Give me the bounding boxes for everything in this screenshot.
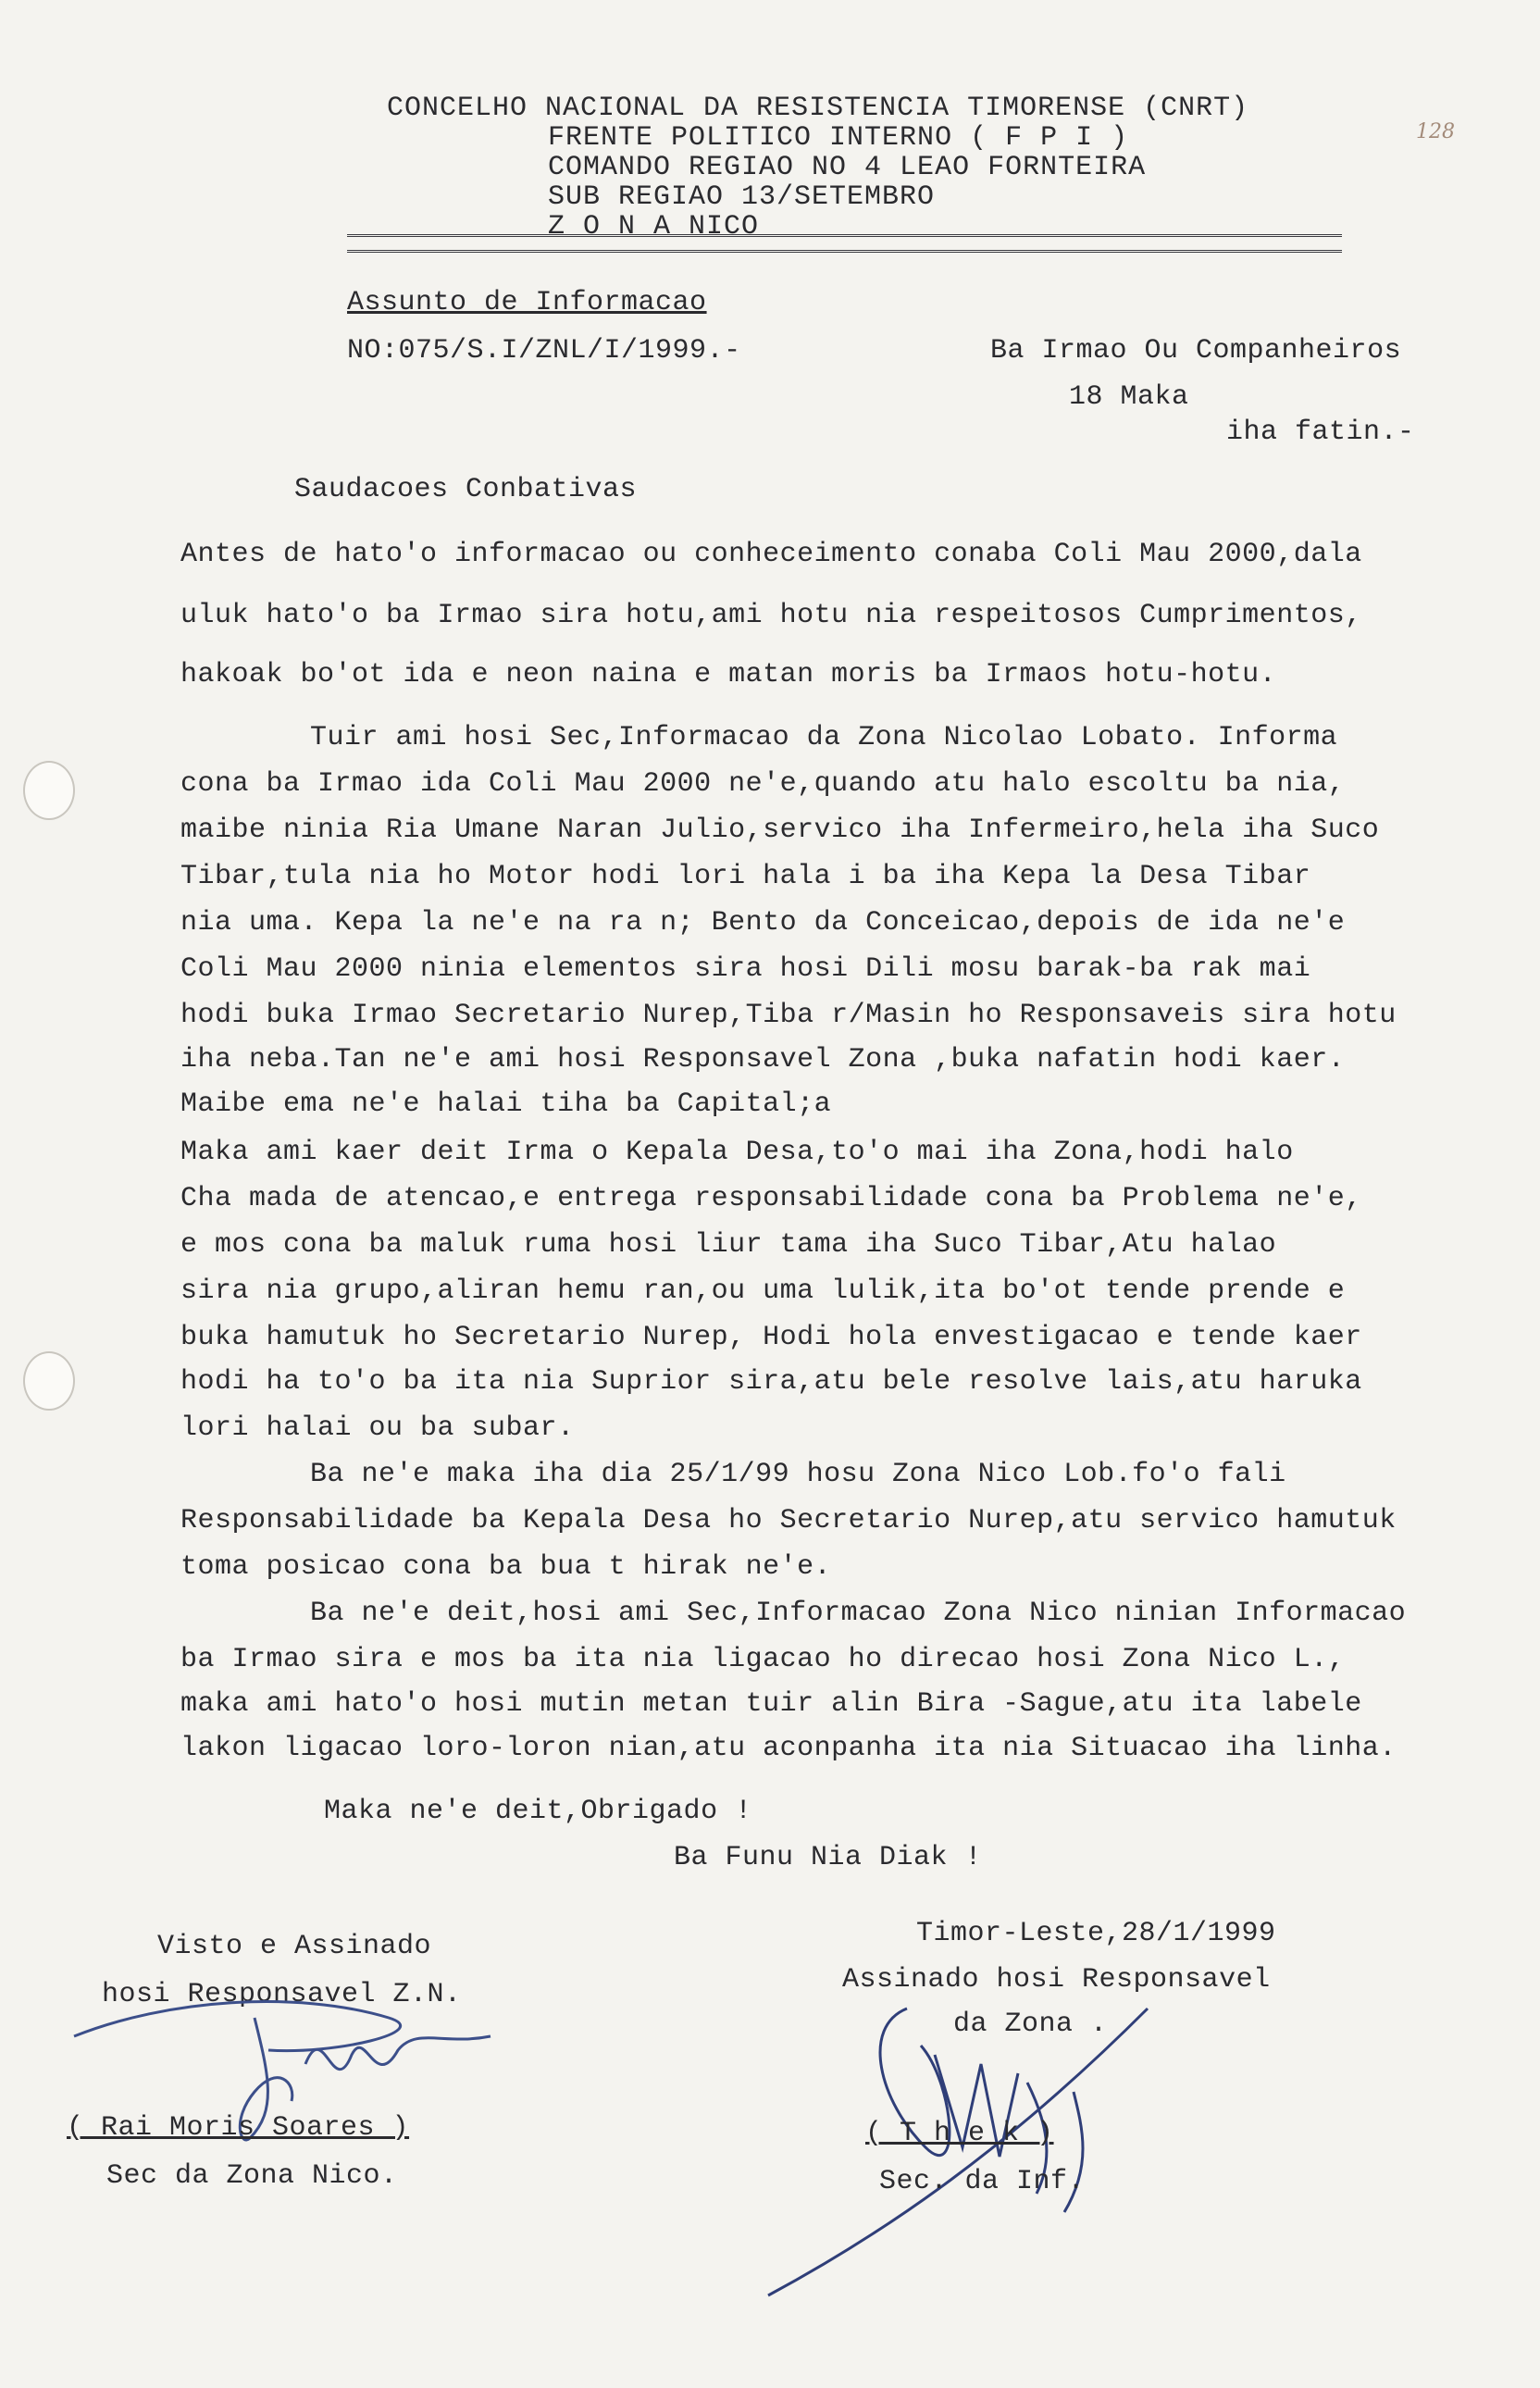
body-line: Maka ami kaer deit Irma o Kepala Desa,to'o mai iha Zona,hodi halo: [180, 1137, 1294, 1168]
body-line: nia uma. Kepa la ne'e na ra n; Bento da Conceicao,depois de ida ne'e: [180, 907, 1346, 939]
body-line: maka ami hato'o hosi mutin metan tuir alin Bira -Sague,atu ita labele: [180, 1688, 1362, 1720]
body-line: iha neba.Tan ne'e ami hosi Responsavel Zona ,buka nafatin hodi kaer.: [180, 1044, 1346, 1076]
body-line: lakon ligacao loro-loron nian,atu aconpanha ita nia Situacao iha linha.: [180, 1733, 1397, 1764]
header-line-5: Z O N A NICO: [548, 211, 760, 243]
right-sig-line-1: Assinado hosi Responsavel: [842, 1964, 1271, 1996]
body-line: Tibar,tula nia ho Motor hodi lori hala i ba iha Kepa la Desa Tibar: [180, 861, 1311, 892]
body-line: Responsabilidade ba Kepala Desa ho Secretario Nurep,atu servico hamutuk: [180, 1505, 1397, 1536]
body-line: sira nia grupo,aliran hemu ran,ou uma lulik,ita bo'ot tende prende e: [180, 1275, 1346, 1307]
header-line-1: CONCELHO NACIONAL DA RESISTENCIA TIMORENSE (CNRT): [387, 93, 1249, 124]
recipient-line-2: 18 Maka: [1069, 381, 1189, 413]
body-line: Tuir ami hosi Sec,Informacao da Zona Nicolao Lobato. Informa: [310, 722, 1338, 753]
subject-title: Assunto de Informacao: [347, 287, 707, 318]
body-line: Coli Mau 2000 ninia elementos sira hosi Dili mosu barak-ba rak mai: [180, 953, 1311, 985]
right-sig-line-2: da Zona .: [953, 2009, 1108, 2040]
body-line: hodi ha to'o ba ita nia Suprior sira,atu bele resolve lais,atu haruka: [180, 1366, 1362, 1398]
body-line: Ba ne'e maka iha dia 25/1/99 hosu Zona Nico Lob.fo'o fali: [310, 1459, 1286, 1490]
punch-hole-top: [23, 761, 75, 820]
body-line: Maka ne'e deit,Obrigado !: [324, 1796, 752, 1827]
body-line: hakoak bo'ot ida e neon naina e matan moris ba Irmaos hotu-hotu.: [180, 659, 1277, 690]
body-line: uluk hato'o ba Irmao sira hotu,ami hotu nia respeitosos Cumprimentos,: [180, 600, 1362, 631]
left-sig-role: Sec da Zona Nico.: [106, 2160, 398, 2192]
greeting: Saudacoes Conbativas: [294, 474, 638, 505]
pencil-page-number: 128: [1416, 120, 1455, 143]
header-line-4: SUB REGIAO 13/SETEMBRO: [548, 181, 936, 213]
punch-hole-bottom: [23, 1351, 75, 1411]
recipient-line-1: Ba Irmao Ou Companheiros: [990, 335, 1402, 367]
left-sig-name: ( Rai Moris Soares ): [67, 2112, 410, 2144]
left-sig-line-1: Visto e Assinado: [157, 1931, 432, 1962]
left-sig-line-2: hosi Responsavel Z.N.: [102, 1979, 462, 2010]
right-sig-name: ( T h e k ): [865, 2118, 1054, 2149]
closing-salutation: Ba Funu Nia Diak !: [674, 1842, 983, 1873]
body-line: hodi buka Irmao Secretario Nurep,Tiba r/Masin ho Responsaveis sira hotu: [180, 1000, 1397, 1031]
right-sig-date: Timor-Leste,28/1/1999: [916, 1918, 1276, 1949]
body-line: Cha mada de atencao,e entrega responsabilidade cona ba Problema ne'e,: [180, 1183, 1362, 1214]
right-sig-role: Sec. da Inf.: [879, 2166, 1086, 2197]
body-line: e mos cona ba maluk ruma hosi liur tama iha Suco Tibar,Atu halao: [180, 1229, 1277, 1261]
subject-number: NO:075/S.I/ZNL/I/1999.-: [347, 335, 741, 367]
header-divider: [347, 234, 1342, 253]
body-line: lori halai ou ba subar.: [180, 1412, 575, 1444]
body-line: Maibe ema ne'e halai tiha ba Capital;a: [180, 1088, 832, 1120]
body-line: buka hamutuk ho Secretario Nurep, Hodi hola envestigacao e tende kaer: [180, 1322, 1362, 1353]
header-line-3: COMANDO REGIAO NO 4 LEAO FORNTEIRA: [548, 152, 1147, 183]
body-line: cona ba Irmao ida Coli Mau 2000 ne'e,quando atu halo escoltu ba nia,: [180, 768, 1346, 800]
header-line-2: FRENTE POLITICO INTERNO ( F P I ): [548, 122, 1129, 154]
recipient-line-3: iha fatin.-: [1226, 417, 1415, 448]
body-line: Antes de hato'o informacao ou conheceimento conaba Coli Mau 2000,dala: [180, 539, 1362, 570]
body-line: toma posicao cona ba bua t hirak ne'e.: [180, 1551, 832, 1583]
body-line: Ba ne'e deit,hosi ami Sec,Informacao Zona Nico ninian Informacao: [310, 1598, 1407, 1629]
body-line: maibe ninia Ria Umane Naran Julio,servico iha Infermeiro,hela iha Suco: [180, 815, 1380, 846]
body-line: ba Irmao sira e mos ba ita nia ligacao ho direcao hosi Zona Nico L.,: [180, 1644, 1346, 1675]
